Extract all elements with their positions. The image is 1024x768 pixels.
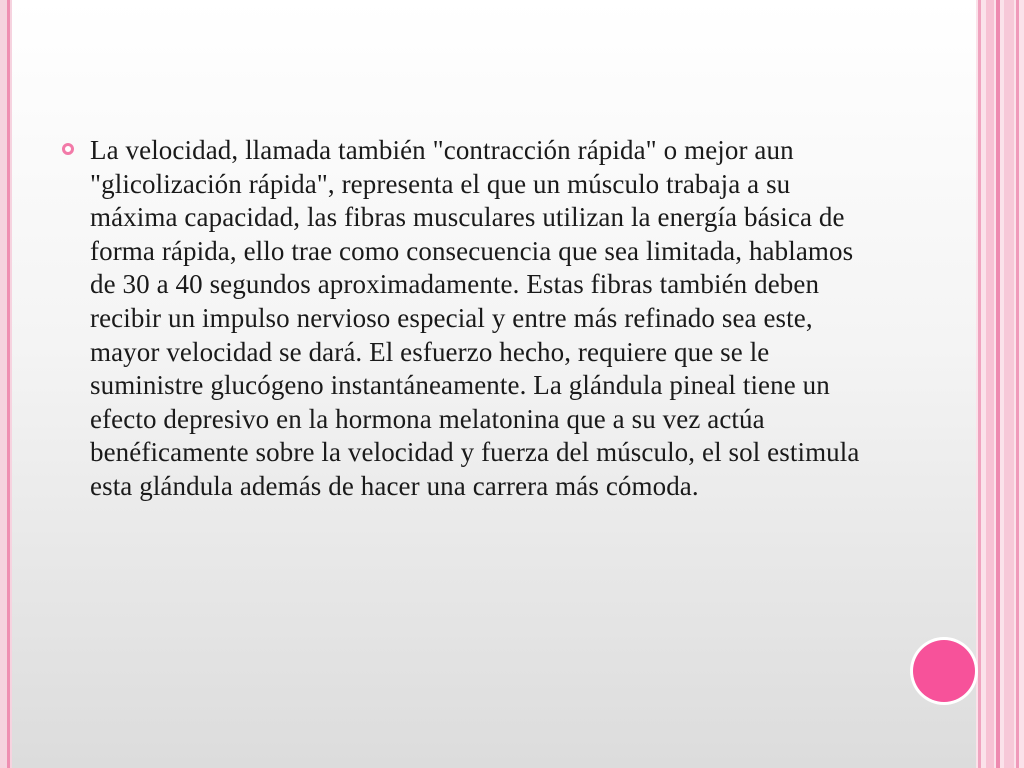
slide-content: [62, 134, 882, 504]
ring-bullet-icon: [62, 143, 74, 155]
left-decorative-stripe: [0, 0, 12, 768]
right-decorative-line-4: [1004, 0, 1014, 768]
bullet-text: La velocidad, llamada también "contracción rápida" o mejor aun "glicolización rápida", representa el que un músculo trabaja a su máxima capacidad, las fibras musculares utilizan la energía básica de forma rápida, ello trae como consecuencia que sea limitada, hablamos de 30 a 40 segundos aproximadamente. Estas fibras también deben recibir un impulso nervioso especial y entre más refinado sea este, mayor velocidad se dará. El esfuerzo hecho, requiere que se le suministre glucógeno instantáneamente. La glándula pineal tiene un efecto depresivo en la hormona melatonina que a su vez actúa benéficamente sobre la velocidad y fuerza del músculo, el sol estimula esta glándula además de hacer una carrera más cómoda.: [90, 135, 860, 501]
left-decorative-line: [7, 0, 10, 768]
right-decorative-line-1: [978, 0, 981, 768]
right-decorative-line-2: [986, 0, 994, 768]
pink-circle-icon: [913, 640, 975, 702]
bullet-item: [62, 134, 882, 504]
right-decorative-line-3: [996, 0, 1000, 768]
right-decorative-line-5: [1016, 0, 1019, 768]
